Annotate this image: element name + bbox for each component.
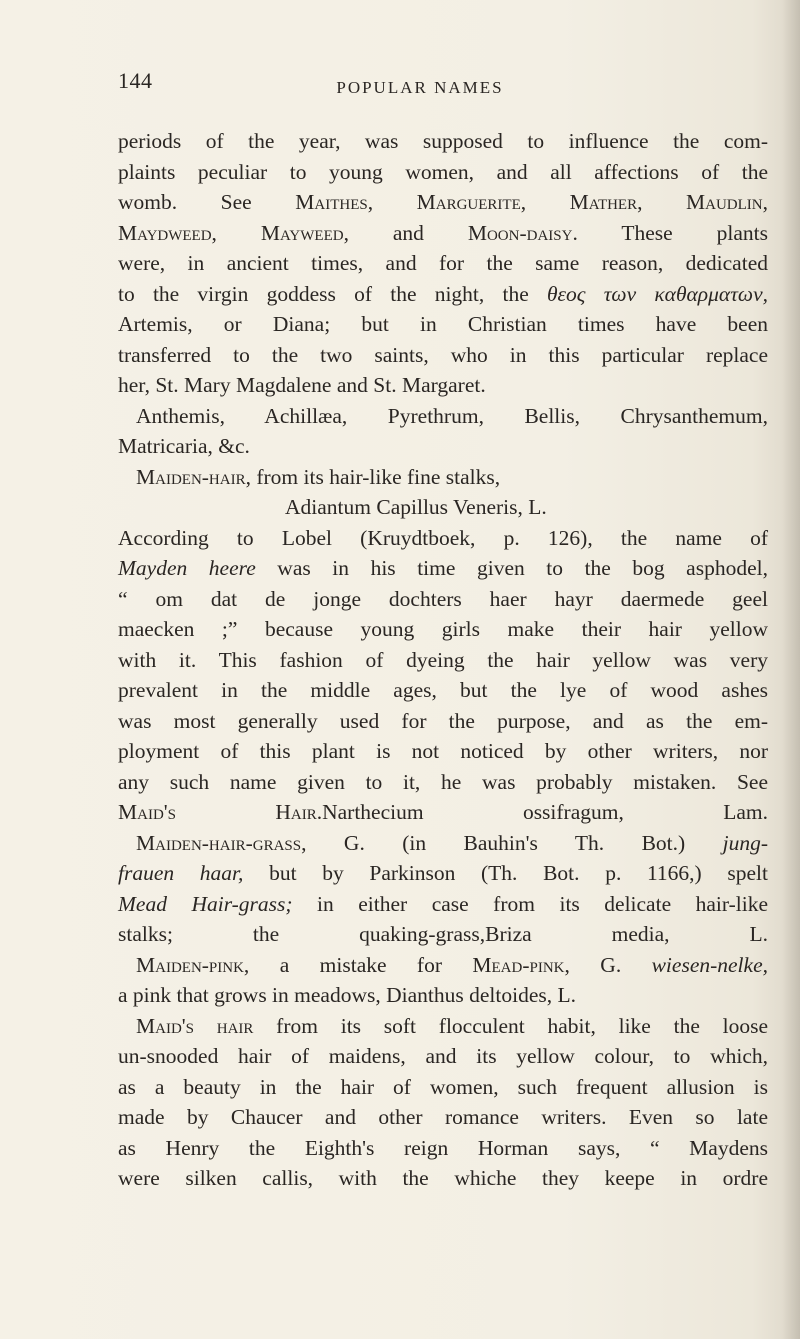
entry-heading: Maiden-hair, from its hair-like fine stalks, (136, 464, 501, 489)
text-line: Mayden heere was in his time given to the bog asphodel, (118, 556, 768, 580)
text-line: “ om dat de jonge dochters haer hayr daermede geel (118, 586, 768, 611)
text-line: stalks; the quaking-grass,Briza media, L. (118, 922, 768, 946)
text-line: to the virgin goddess of the night, the θεος των καθαρματων, (118, 281, 769, 306)
text-line: Anthemis, Achillæa, Pyrethrum, Bellis, Chrysanthemum, (136, 403, 768, 428)
entry-heading: Maid's hair from its soft flocculent habit, like the loose (136, 1013, 768, 1038)
text-line: Artemis, or Diana; but in Christian times have been (118, 312, 768, 336)
entry-heading: Maiden-pink, a mistake for Mead-pink, G. wiesen-nelke, (136, 952, 768, 977)
text-line: Mead Hair-grass; in either case from its delicate hair-like (118, 891, 768, 916)
text-line: maecken ;” because young girls make their hair yellow (118, 617, 768, 641)
page-number: 144 (118, 68, 153, 93)
entry-heading: Maiden-hair-grass, G. (in Bauhin's Th. Bot.) jung- (136, 830, 768, 855)
running-title: POPULAR NAMES (336, 78, 504, 97)
text-line: According to Lobel (Kruydtboek, p. 126), the name of (118, 525, 768, 550)
text-line: ployment of this plant is not noticed by other writers, nor (118, 739, 768, 763)
text-line: made by Chaucer and other romance writers. Even so late (118, 1105, 768, 1129)
text-line: as Henry the Eighth's reign Horman says, “ Maydens (118, 1135, 768, 1160)
text-line: Maydweed, Mayweed, and Moon-daisy. These plants (118, 220, 768, 245)
text-line: was most generally used for the purpose, and as the em- (118, 708, 768, 733)
text-line: Adiantum Capillus Veneris, L. (285, 495, 547, 519)
text-line: womb. See Maithes, Marguerite, Mather, Maudlin, (118, 190, 769, 214)
text-line: with it. This fashion of dyeing the hair yellow was very (118, 647, 768, 672)
page-edge-shadow (782, 0, 800, 1339)
text-line: a pink that grows in meadows, Dianthus deltoides, L. (118, 983, 576, 1007)
text-line: were silken callis, with the whiche they keepe in ordre (118, 1166, 768, 1190)
text-line: frauen haar, but by Parkinson (Th. Bot. p. 1166,) spelt (118, 861, 768, 885)
greek-phrase: θεος των καθαρματων, (547, 281, 769, 306)
text-line: plaints peculiar to young women, and all affections of the (118, 159, 768, 184)
body-text (118, 126, 768, 1194)
text-line: un-snooded hair of maidens, and its yellow colour, to which, (118, 1044, 768, 1068)
text-line: transferred to the two saints, who in this particular replace (118, 342, 768, 367)
text-line: were, in ancient times, and for the same reason, dedicated (118, 251, 768, 275)
text-line: prevalent in the middle ages, but the lye of wood ashes (118, 678, 768, 702)
text-line: any such name given to it, he was probably mistaken. See (118, 769, 768, 794)
text-line: her, St. Mary Magdalene and St. Margaret. (118, 373, 486, 397)
text-line: periods of the year, was supposed to influence the com- (118, 129, 768, 153)
text-line: Maid's Hair.Narthecium ossifragum, Lam. (118, 800, 768, 824)
text-line: Matricaria, &c. (118, 434, 250, 458)
text-line: as a beauty in the hair of women, such frequent allusion is (118, 1074, 768, 1099)
